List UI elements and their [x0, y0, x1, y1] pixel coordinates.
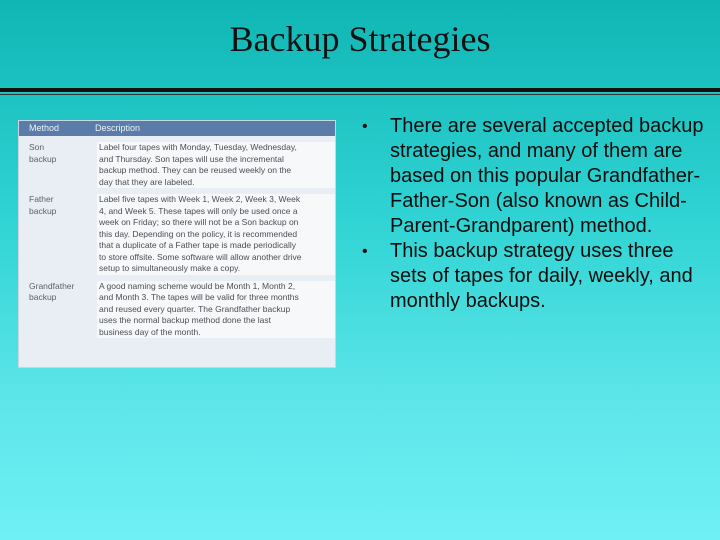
method-line: Father — [29, 194, 54, 204]
method-cell — [19, 194, 97, 275]
description-line: uses the normal backup method done the last — [99, 315, 271, 325]
description-line: that a duplicate of a Father tape is made periodically — [99, 240, 297, 250]
description-line: Label four tapes with Monday, Tuesday, Wednesday, — [99, 142, 297, 152]
description-line: this day. Depending on the policy, it is recommended — [99, 228, 298, 239]
description-line: business day of the month. — [99, 326, 201, 337]
method-cell — [19, 142, 97, 188]
bullet-dot-icon: • — [362, 243, 368, 260]
description-line: to store offsite. Some software will allow another drive — [99, 251, 302, 262]
description-line: day that they are labeled. — [99, 176, 195, 187]
bullet-dot-icon: • — [362, 118, 368, 135]
method-line: backup — [29, 292, 57, 302]
bullet-item — [362, 114, 714, 239]
bullet-text: There are several accepted backup strategies, and many of them are based on this popular Grandfather-Father-Son (also known as Child-Parent-Grandparent) method. — [390, 115, 704, 237]
table-row-father — [19, 188, 335, 275]
title-divider-thick — [0, 88, 720, 92]
table-row-son — [19, 136, 335, 188]
backup-methods-table — [18, 120, 336, 368]
description-line: A good naming scheme would be Month 1, Month 2, — [99, 280, 296, 291]
description-line: and Month 3. The tapes will be valid for three months — [99, 292, 299, 302]
description-line: week on Friday; so there will not be a Son backup on — [99, 217, 299, 227]
description-line: backup method. They can be reused weekly on the — [99, 165, 292, 175]
description-line: setup to simultaneously make a copy. — [99, 263, 241, 273]
method-line: backup — [29, 205, 57, 216]
table-row-grandfather — [19, 275, 335, 339]
title-divider-thin — [0, 94, 720, 95]
table-header — [19, 121, 335, 136]
description-cell — [97, 194, 335, 275]
method-line: Grandfather — [29, 280, 75, 291]
bullet-text: This backup strategy uses three sets of tapes for daily, weekly, and monthly backups. — [390, 240, 693, 312]
method-line: backup — [29, 153, 57, 164]
slide-title: Backup Strategies — [229, 19, 491, 59]
description-line: 4, and Week 5. These tapes will only be used once a — [99, 205, 298, 216]
method-line: Son — [29, 142, 45, 152]
description-line: and reused every quarter. The Grandfather backup — [99, 303, 291, 314]
header-method: Method — [29, 122, 60, 133]
method-cell — [19, 281, 97, 339]
description-line: and Thursday. Son tapes will use the incremental — [99, 153, 284, 164]
description-cell — [97, 281, 335, 339]
description-cell — [97, 142, 335, 188]
description-line: Label five tapes with Week 1, Week 2, Week 3, Week — [99, 194, 301, 204]
bullet-list — [362, 114, 714, 314]
bullet-item — [362, 239, 714, 314]
header-description: Description — [95, 122, 141, 133]
